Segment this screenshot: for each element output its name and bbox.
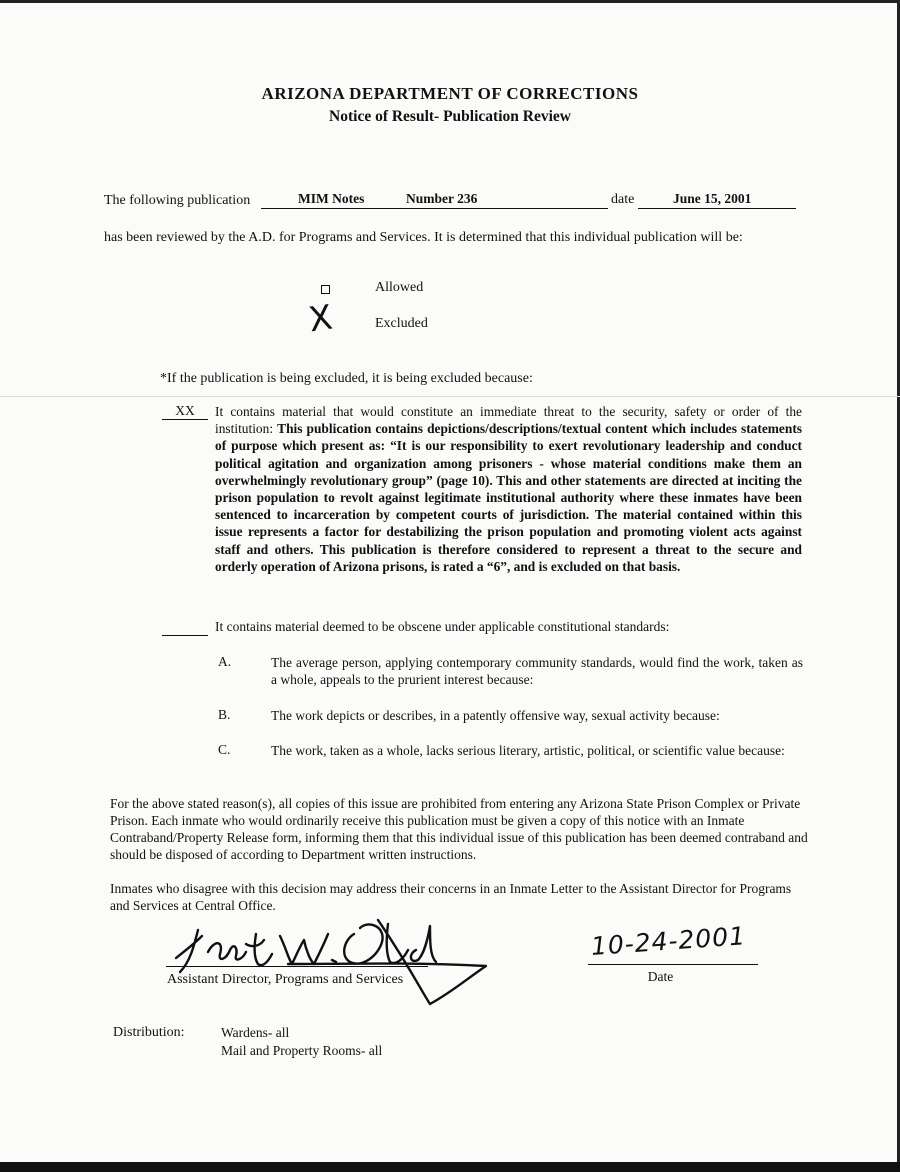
prohibition-paragraph: For the above stated reason(s), all copies of this issue are prohibited from entering any Arizona State Prison Complex or Private Prison. Each inmate who would ordinarily receive this publication must be given a copy of this notice with an Inmate Contraband/Property Release form, informing them that this individual issue of this publication has been deemed contraband and should be disposed of according to Department written instructions. — [110, 796, 808, 862]
paper-fold-line — [0, 396, 900, 397]
agency-title: ARIZONA DEPARTMENT OF CORRECTIONS — [261, 84, 639, 103]
allowed-label: Allowed — [375, 280, 424, 295]
signature-title: Assistant Director, Programs and Services — [167, 972, 404, 987]
notice-subtitle: Notice of Result- Publication Review — [329, 108, 571, 125]
appeal-paragraph: Inmates who disagree with this decision may address their concerns in an Inmate Letter to the Assistant Director for Programs and Services at Central Office. — [110, 881, 792, 913]
publication-number: Number 236 — [406, 191, 478, 206]
scan-edge-bottom — [0, 1162, 900, 1172]
date-label: Date — [647, 969, 674, 984]
publication-date-label: date — [611, 192, 635, 207]
excluded-label: Excluded — [375, 316, 428, 331]
security-reason-intro: It contains material that would constitute an immediate threat to the security, safety or order of the institution: — [215, 404, 802, 437]
security-reason-body: This publication contains depictions/descriptions/textual content which includes statements of purpose which present as: “It is our responsibility to exert revolutionary leadership and conduct political agitation and organization among prisoners - whose material conditions make them an overwhelmingly revolutionary group” (page 10). This and other statements are directed at inciting the prison population to revolt against legitimate institutional authority where these inmates have been sentenced to incarceration by competent courts of jurisdiction. The material contained within this issue represents a factor for destabilizing the prison population and promoting violent acts against staff and others. This publication is therefore considered to represent a threat to the secure and orderly operation of Arizona prisons, is rated a “6”, and is excluded on that basis. — [215, 421, 802, 574]
publication-date: June 15, 2001 — [673, 191, 752, 206]
scan-edge-top — [0, 0, 900, 3]
signature-line — [166, 966, 428, 967]
obscene-reason-blank — [162, 619, 208, 636]
obscene-item-b-text: The work depicts or describes, in a patently offensive way, sexual activity because: — [271, 708, 720, 723]
exclusion-intro: *If the publication is being excluded, it is being excluded because: — [160, 371, 533, 386]
publication-name: MIM Notes — [298, 191, 365, 206]
obscene-item-b-letter: B. — [218, 707, 231, 722]
obscene-item-a-text: The average person, applying contemporary community standards, would find the work, taken as a whole, appeals to the prurient interest because: — [271, 655, 803, 687]
obscene-item-c-letter: C. — [218, 742, 231, 757]
obscene-item-a-letter: A. — [218, 654, 232, 669]
review-statement: has been reviewed by the A.D. for Programs and Services. It is determined that this individual publication will be: — [104, 230, 743, 245]
handwritten-date: 10-24-2001 — [589, 921, 747, 961]
allowed-checkbox — [321, 285, 330, 294]
distribution-recipient-2: Mail and Property Rooms- all — [221, 1043, 383, 1058]
excluded-handwritten-x-mark: X — [306, 297, 335, 341]
security-reason-mark: XX — [162, 403, 208, 420]
obscene-reason-intro: It contains material deemed to be obscene under applicable constitutional standards: — [215, 619, 670, 634]
obscene-item-c-text: The work, taken as a whole, lacks serious literary, artistic, political, or scientific value because: — [271, 743, 785, 758]
publication-lead: The following publication — [104, 193, 251, 208]
handwritten-signature — [168, 900, 498, 1010]
security-reason-text — [215, 403, 802, 575]
distribution-label: Distribution: — [113, 1025, 185, 1040]
date-line — [588, 964, 758, 965]
distribution-recipient-1: Wardens- all — [221, 1025, 290, 1040]
